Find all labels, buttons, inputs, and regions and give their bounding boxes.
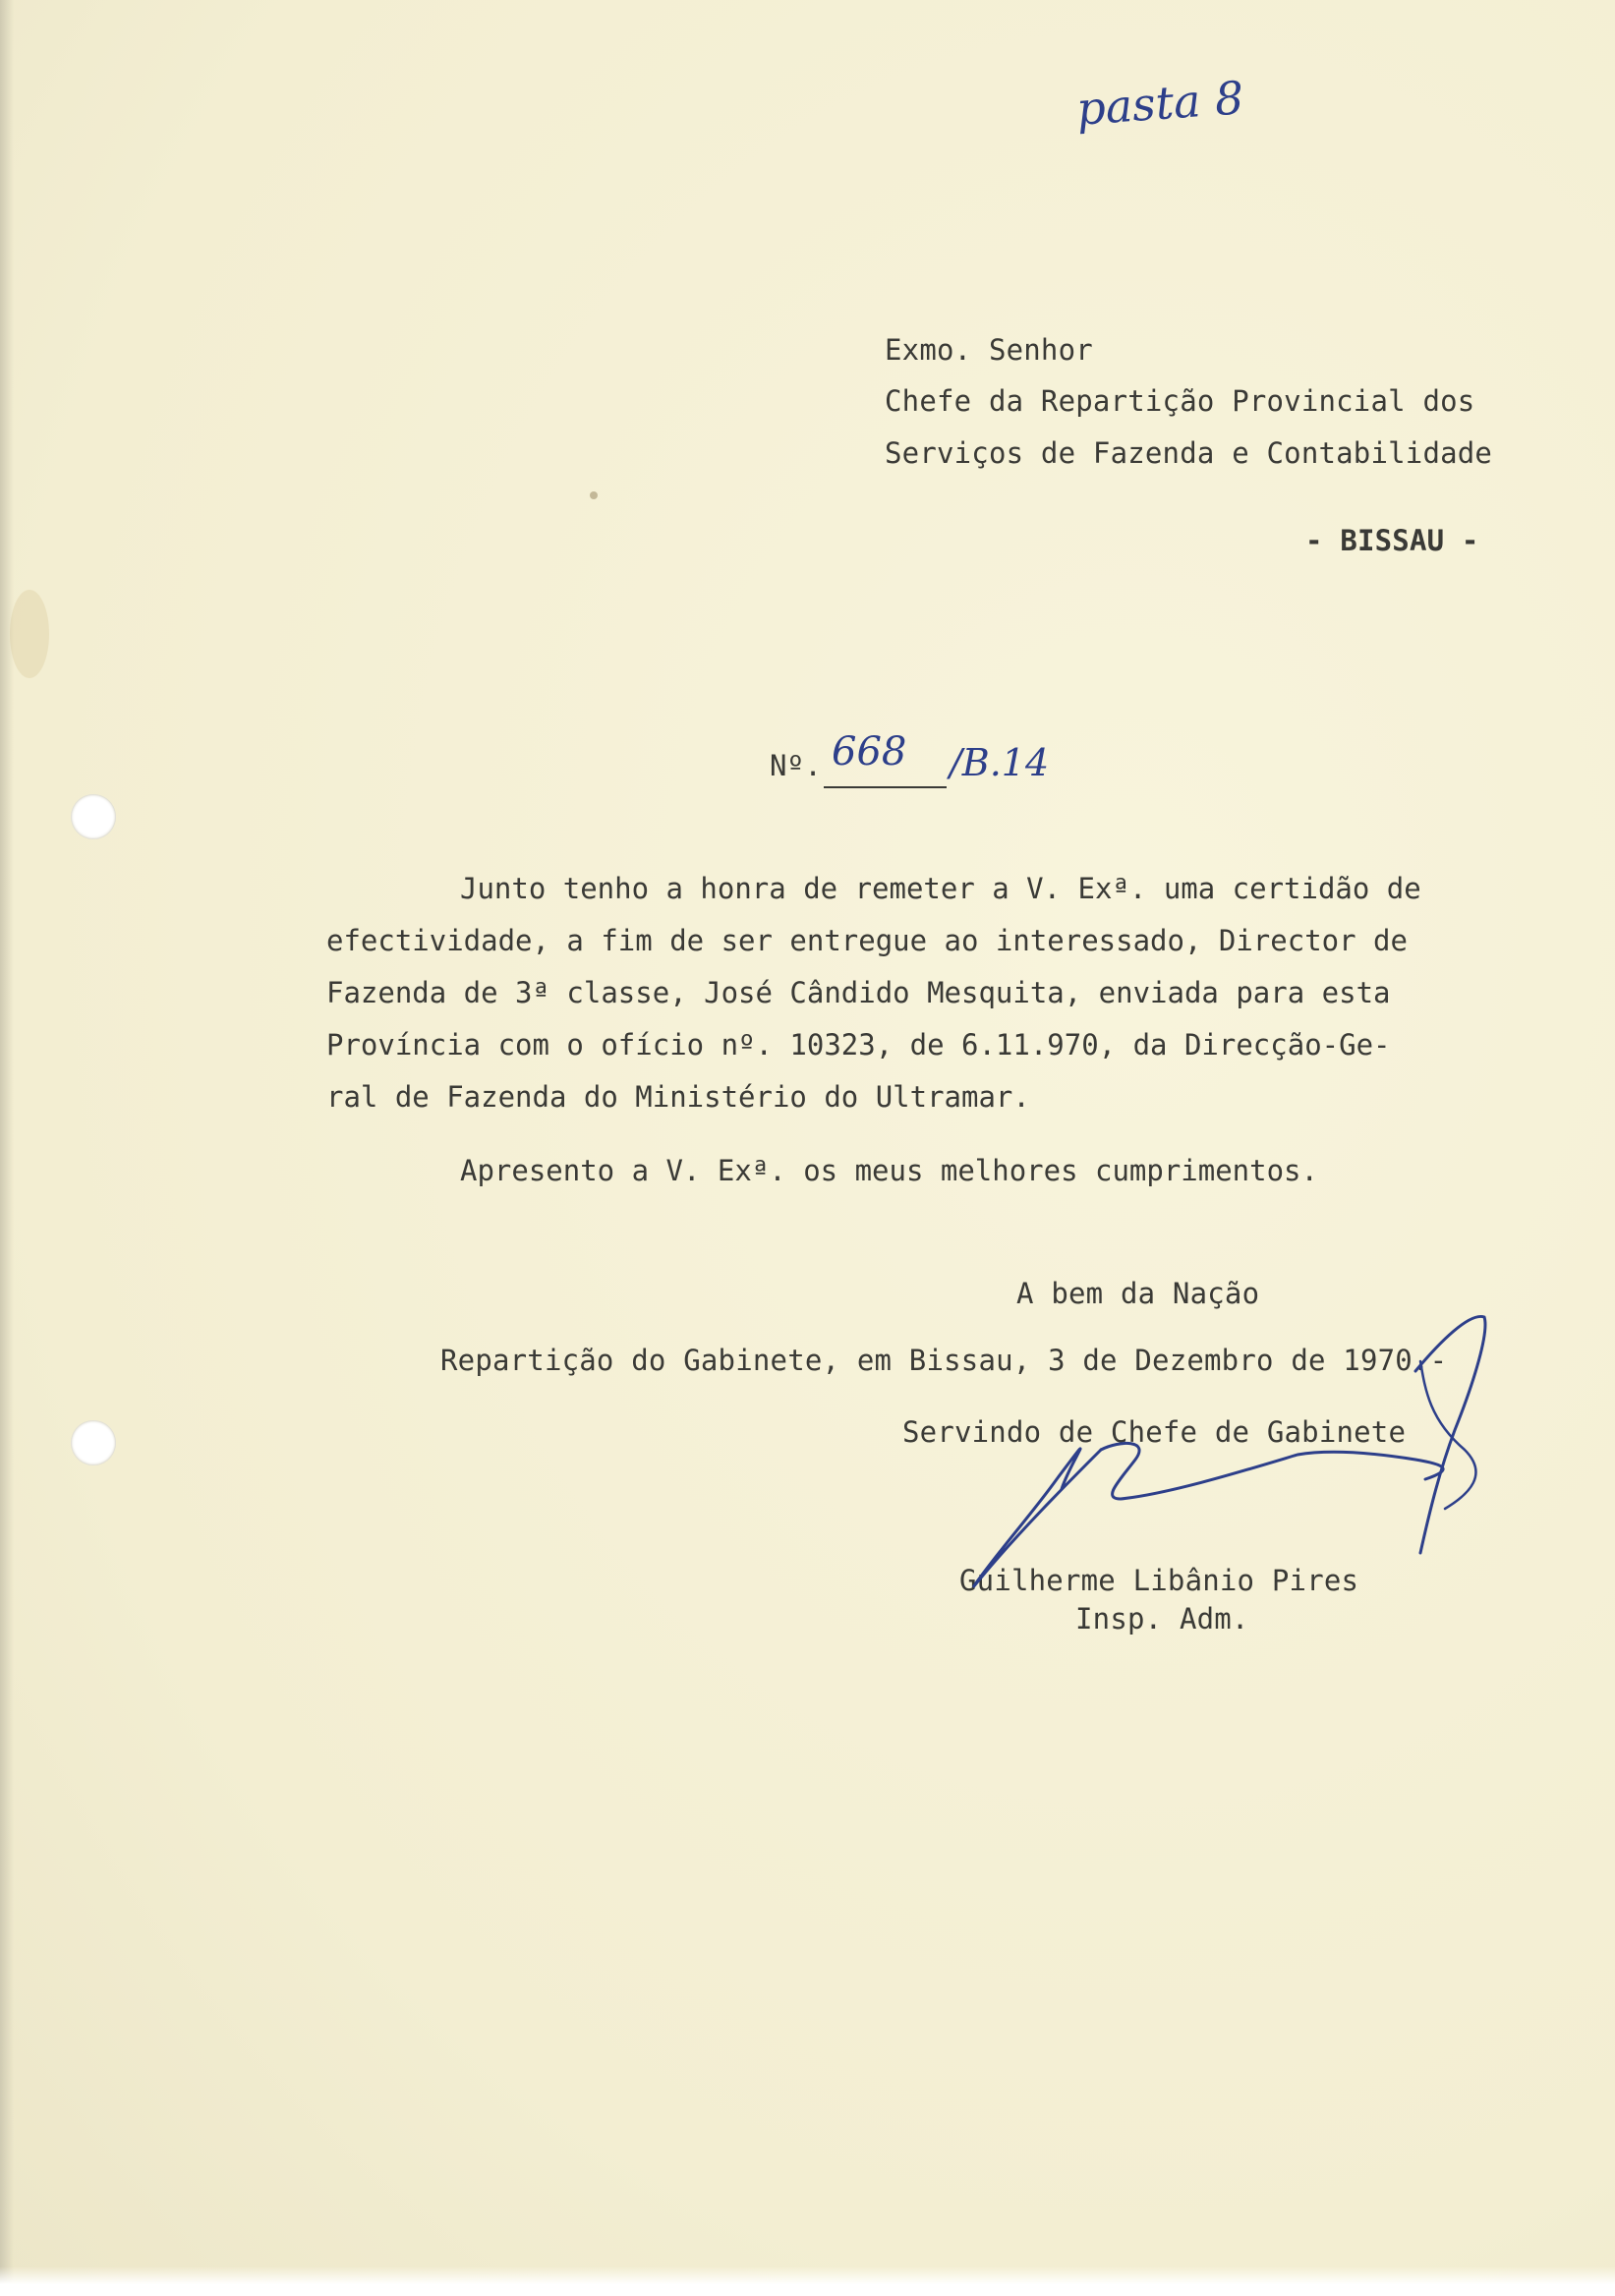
page-edge-shadow [0, 0, 14, 2296]
recipient-salutation: Exmo. Senhor [885, 333, 1093, 367]
body-line-1: Junto tenho a honra de remeter a V. Exª. uma certidão de [460, 872, 1421, 905]
signatory-name: Guilherme Libânio Pires [959, 1564, 1359, 1597]
handwritten-signature [953, 1302, 1543, 1617]
reference-suffix: /B.14 [950, 741, 1050, 784]
body-line-2: efectividade, a fim de ser entregue ao interessado, Director de [326, 924, 1408, 957]
paper-stain [10, 590, 49, 678]
paper-speck [590, 491, 598, 499]
punch-hole-lower [71, 1420, 116, 1465]
page-bottom-edge [0, 2267, 1615, 2296]
recipient-city: - BISSAU - [1305, 524, 1479, 557]
body-line-4: Província com o ofício nº. 10323, de 6.11.970, da Direcção-Ge- [326, 1028, 1391, 1062]
handwritten-annotation: pasta 8 [1074, 71, 1245, 136]
reference-underline [824, 786, 947, 788]
body-line-5: ral de Fazenda do Ministério do Ultramar. [326, 1080, 1030, 1114]
signatory-title: Insp. Adm. [1075, 1602, 1249, 1636]
body-closing: Apresento a V. Exª. os meus melhores cumprimentos. [460, 1154, 1318, 1187]
reference-prefix: Nº. [770, 749, 822, 782]
signatory-role: Servindo de Chefe de Gabinete [902, 1415, 1407, 1449]
recipient-line-1: Chefe da Repartição Provincial dos [885, 384, 1475, 418]
punch-hole-upper [71, 794, 116, 839]
body-line-3: Fazenda de 3ª classe, José Cândido Mesquita, enviada para esta [326, 976, 1391, 1009]
recipient-line-2: Serviços de Fazenda e Contabilidade [885, 436, 1493, 470]
reference-number: 668 [832, 729, 907, 775]
valediction: A bem da Nação [1016, 1277, 1260, 1310]
place-date-line: Repartição do Gabinete, em Bissau, 3 de Dezembro de 1970.- [440, 1344, 1448, 1377]
